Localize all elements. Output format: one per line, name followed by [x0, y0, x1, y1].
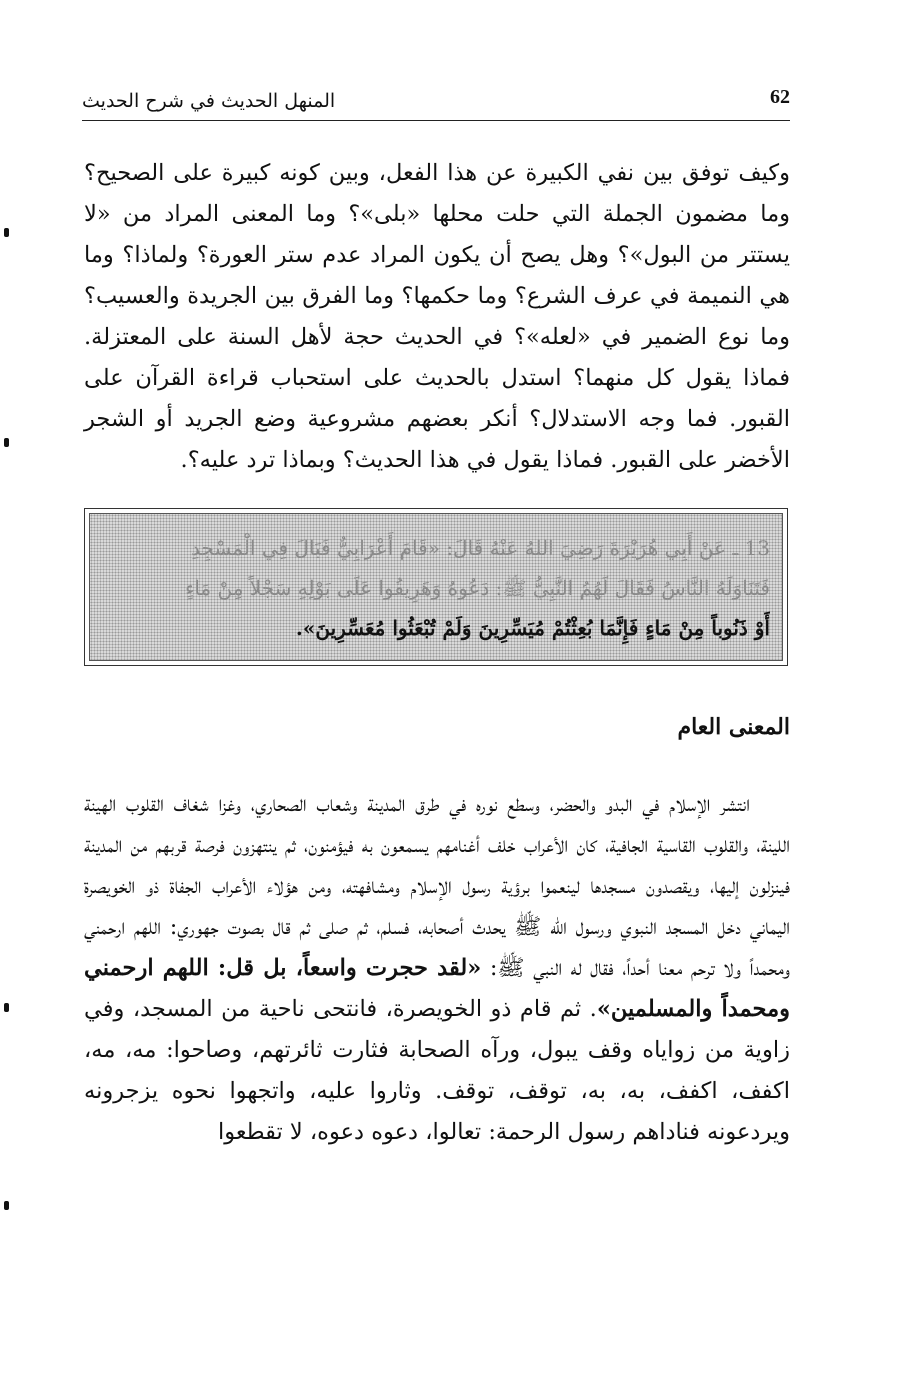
hadith-line: أَوْ ذَنُوباً مِنْ مَاءٍ فَإِنَّمَا بُعِثْتُمْ مُيَسِّرِينَ وَلَمْ تُبْعَثُوا مُعَسِّرِينَ». — [295, 616, 770, 640]
paragraph-text: . ثم قام ذو الخويصرة، فانتحى ناحية من المسجد، وفي زاوية من زواياه وقف يبول، ورآه الصحابة فثارت ثائرتهم، وصاحوا: مه، مه، اكفف، اكفف، به، به، توقف، توقف. وثاروا عليه، واتجهوا نحوه يزجرونه ويردعونه فناداهم رسول الرحمة: تعالوا، دعوه دعوه، لا تقطعوا — [84, 996, 790, 1145]
page-header — [82, 84, 790, 121]
running-title: المنهل الحديث في شرح الحديث — [82, 90, 336, 112]
hadith-text-block — [89, 513, 783, 661]
margin-mark — [4, 1201, 9, 1210]
page-number: 62 — [770, 86, 790, 108]
margin-mark — [4, 1003, 9, 1012]
paragraph-text: انتشر الإسلام في البدو والحضر، وسطع نوره في طرق المدينة وشعاب الصحاري، وغزا شغاف القلوب الهينة اللينة، والقلوب القاسية الجافية، كان الأعراب خلف أغنامهم يسمعون به فيؤمنون، ثم ينتهزون فرصة قربهم من المدينة فينزلون إليها، ويقصدون مسجدها لينعموا برؤية رسول الإسلام ومشافهته، ومن هؤلاء الأعراب الجفاة ذو الخويصرة اليماني دخل المسجد النبوي ورسول الله ﷺ يحدث أصحابه، فسلم، ثم صلى ثم قال بصوت جهوري: اللهم ارحمني ومحمداً ولا ترحم معنا أحداً، فقال له النبي ﷺ: — [84, 791, 790, 981]
questions-paragraph: وكيف توفق بين نفي الكبيرة عن هذا الفعل، وبين كونه كبيرة على الصحيح؟ وما مضمون الجملة التي حلت محلها «بلى»؟ وما المعنى المراد من «لا يستتر من البول»؟ وهل يصح أن يكون المراد عدم ستر العورة؟ ولماذا؟ وما هي النميمة في عرف الشرع؟ وما حكمها؟ وما الفرق بين الجريدة والعسيب؟ وما نوع الضمير في «لعله»؟ في الحديث حجة لأهل السنة على المعتزلة. فماذا يقول كل منهما؟ استدل بالحديث على استحباب قراءة القرآن على القبور. فما وجه الاستدلال؟ أنكر بعضهم مشروعية وضع الجريد أو الشجر الأخضر على القبور. فماذا يقول في هذا الحديث؟ وبماذا ترد عليه؟. — [84, 160, 790, 473]
margin-mark — [4, 228, 9, 237]
general-meaning-paragraph — [84, 784, 790, 1153]
prophet-quote: «لقد حجرت واسعاً، بل قل: اللهم ارحمني ومحمداً والمسلمين» — [84, 955, 790, 1022]
margin-mark — [4, 438, 9, 447]
hadith-line: فَتَنَاوَلَهُ النَّاسُ فَقَالَ لَهُمُ النَّبِيُّ ﷺ: دَعُوهُ وَهَرِيقُوا عَلَى بَوْلِهِ سَجْلاً مِنْ مَاءٍ — [184, 576, 770, 600]
hadith-line: 13 ـ عَنْ أَبِي هُرَيْرَةَ رَضِيَ اللهُ عَنْهُ قَالَ: «قَامَ أَعْرَابِيٌّ فَبَالَ فِي الْمَسْجِدِ — [191, 536, 770, 560]
section-heading: المعنى العام — [677, 714, 790, 740]
hadith-box — [84, 508, 788, 666]
